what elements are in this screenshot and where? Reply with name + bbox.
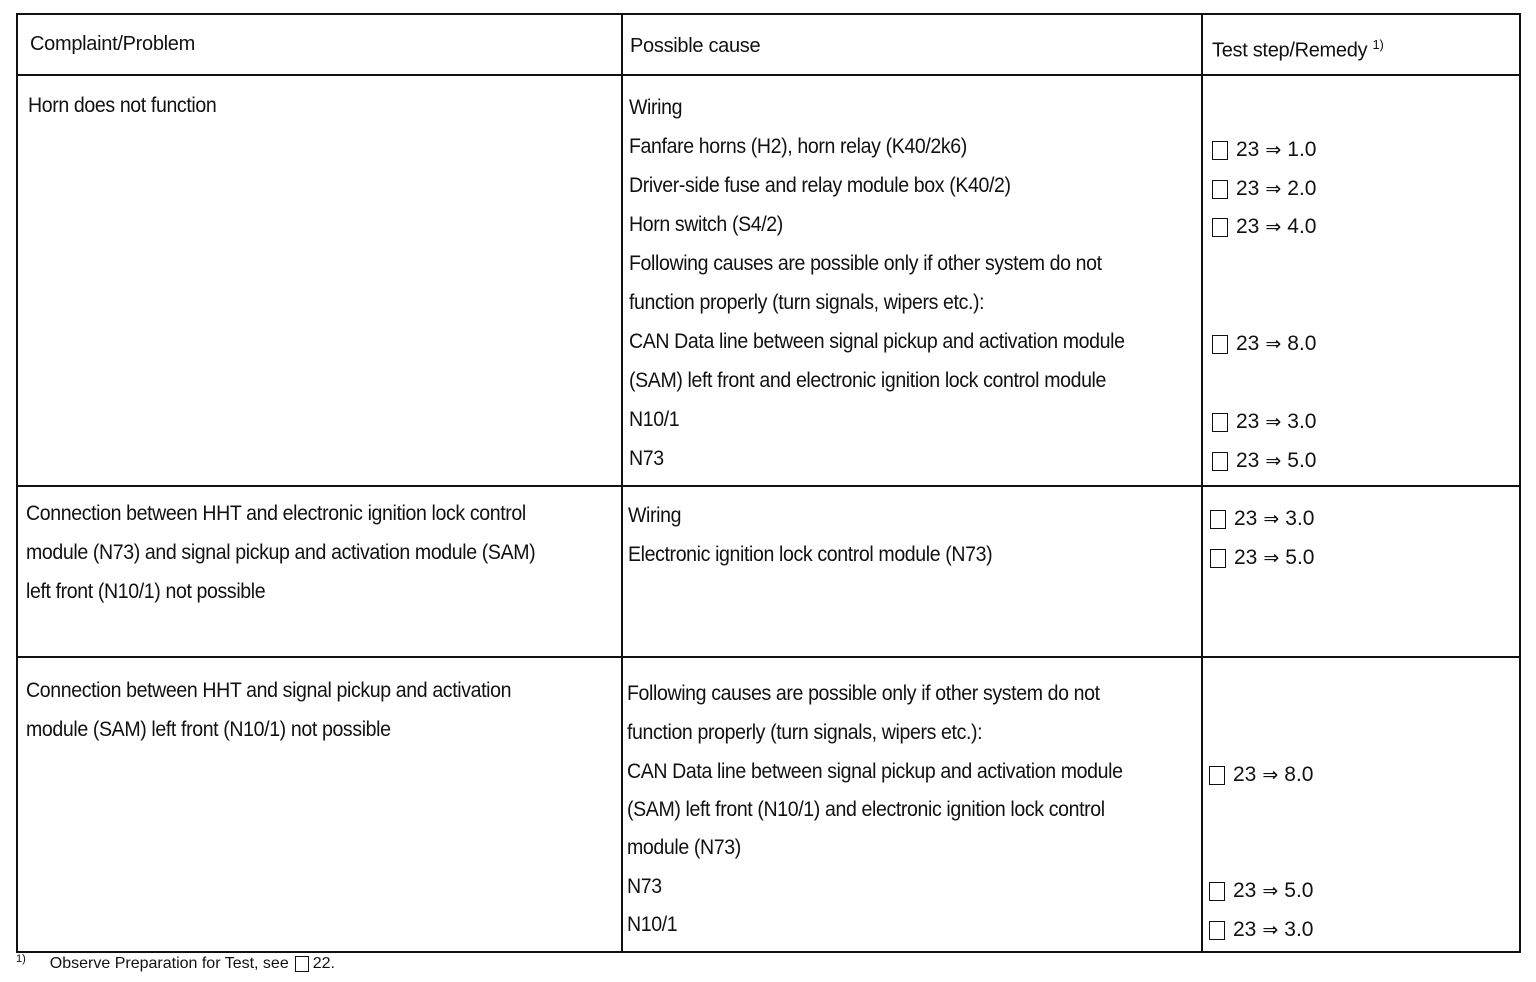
- remedy-reference[interactable]: 23 ⇒ 5.0: [1209, 879, 1313, 903]
- cause-text: Electronic ignition lock control module (N73): [628, 543, 993, 566]
- arrow-right-icon: ⇒: [1265, 450, 1282, 472]
- cause-text: Wiring: [629, 96, 683, 119]
- complaint-text: module (N73) and signal pickup and activation module (SAM): [26, 541, 536, 564]
- arrow-right-icon: ⇒: [1265, 216, 1282, 238]
- header-complaint: Complaint/Problem: [30, 33, 195, 55]
- manual-book-icon: [1209, 921, 1225, 940]
- remedy-reference[interactable]: 23 ⇒ 3.0: [1210, 507, 1314, 531]
- footnote-ref[interactable]: 22.: [312, 955, 335, 972]
- arrow-right-icon: ⇒: [1262, 880, 1279, 902]
- row-divider: [18, 485, 1519, 487]
- arrow-right-icon: ⇒: [1265, 411, 1282, 433]
- cause-text: CAN Data line between signal pickup and activation module: [627, 760, 1123, 783]
- manual-book-icon: [1209, 766, 1225, 785]
- remedy-reference[interactable]: 23 ⇒ 4.0: [1212, 215, 1316, 239]
- remedy-reference[interactable]: 23 ⇒ 1.0: [1212, 138, 1316, 162]
- manual-book-icon: [1212, 141, 1228, 160]
- cause-text: Driver-side fuse and relay module box (K40/2): [629, 174, 1011, 197]
- cause-text: function properly (turn signals, wipers etc.):: [627, 721, 983, 744]
- cause-text: Fanfare horns (H2), horn relay (K40/2k6): [629, 135, 967, 158]
- cause-text: Horn switch (S4/2): [629, 213, 783, 236]
- manual-book-icon: [1212, 180, 1228, 199]
- arrow-right-icon: ⇒: [1262, 919, 1279, 941]
- header-remedy-label: Test step/Remedy: [1212, 39, 1368, 62]
- cause-text: function properly (turn signals, wipers etc.):: [629, 291, 985, 314]
- arrow-right-icon: ⇒: [1263, 547, 1280, 569]
- manual-book-icon: [1210, 510, 1226, 529]
- arrow-right-icon: ⇒: [1262, 764, 1279, 786]
- header-remedy-footnote-marker: 1): [1372, 37, 1384, 52]
- arrow-right-icon: ⇒: [1265, 333, 1282, 355]
- cause-text: N73: [627, 875, 662, 898]
- row-divider: [18, 656, 1519, 658]
- remedy-reference[interactable]: 23 ⇒ 5.0: [1212, 449, 1316, 473]
- remedy-reference[interactable]: 23 ⇒ 8.0: [1212, 332, 1316, 356]
- cause-text: module (N73): [627, 836, 741, 859]
- footnote-marker: 1): [16, 953, 26, 965]
- manual-book-icon: [1212, 413, 1228, 432]
- cause-text: N10/1: [629, 408, 680, 431]
- remedy-reference[interactable]: 23 ⇒ 3.0: [1212, 410, 1316, 434]
- diagnosis-table: [16, 13, 1521, 953]
- cause-text: Following causes are possible only if other system do not: [629, 252, 1102, 275]
- complaint-text: module (SAM) left front (N10/1) not possible: [26, 718, 391, 741]
- complaint-text: Connection between HHT and electronic ignition lock control: [26, 502, 526, 525]
- manual-book-icon: [1212, 218, 1228, 237]
- complaint-text: Horn does not function: [28, 94, 217, 117]
- column-divider: [1201, 15, 1203, 951]
- header-divider: [18, 74, 1519, 76]
- remedy-reference[interactable]: 23 ⇒ 2.0: [1212, 177, 1316, 201]
- header-cause: Possible cause: [630, 35, 761, 57]
- remedy-reference[interactable]: 23 ⇒ 5.0: [1210, 546, 1314, 570]
- column-divider: [621, 15, 623, 951]
- complaint-text: left front (N10/1) not possible: [26, 580, 266, 603]
- cause-text: N73: [629, 447, 664, 470]
- remedy-reference[interactable]: 23 ⇒ 3.0: [1209, 918, 1313, 942]
- footnote-text: Observe Preparation for Test, see: [49, 955, 289, 972]
- cause-text: CAN Data line between signal pickup and activation module: [629, 330, 1125, 353]
- manual-book-icon: [1212, 452, 1228, 471]
- footnote: [16, 955, 335, 973]
- arrow-right-icon: ⇒: [1265, 178, 1282, 200]
- cause-text: N10/1: [627, 913, 678, 936]
- cause-text: (SAM) left front and electronic ignition lock control module: [629, 369, 1107, 392]
- remedy-reference[interactable]: 23 ⇒ 8.0: [1209, 763, 1313, 787]
- arrow-right-icon: ⇒: [1265, 139, 1282, 161]
- manual-book-icon: [295, 956, 309, 972]
- complaint-text: Connection between HHT and signal pickup and activation: [26, 679, 512, 702]
- cause-text: (SAM) left front (N10/1) and electronic ignition lock control: [627, 798, 1105, 821]
- manual-book-icon: [1210, 549, 1226, 568]
- arrow-right-icon: ⇒: [1263, 508, 1280, 530]
- header-remedy: [1212, 37, 1384, 63]
- cause-text: Wiring: [628, 504, 682, 527]
- manual-book-icon: [1209, 882, 1225, 901]
- manual-book-icon: [1212, 335, 1228, 354]
- cause-text: Following causes are possible only if other system do not: [627, 682, 1100, 705]
